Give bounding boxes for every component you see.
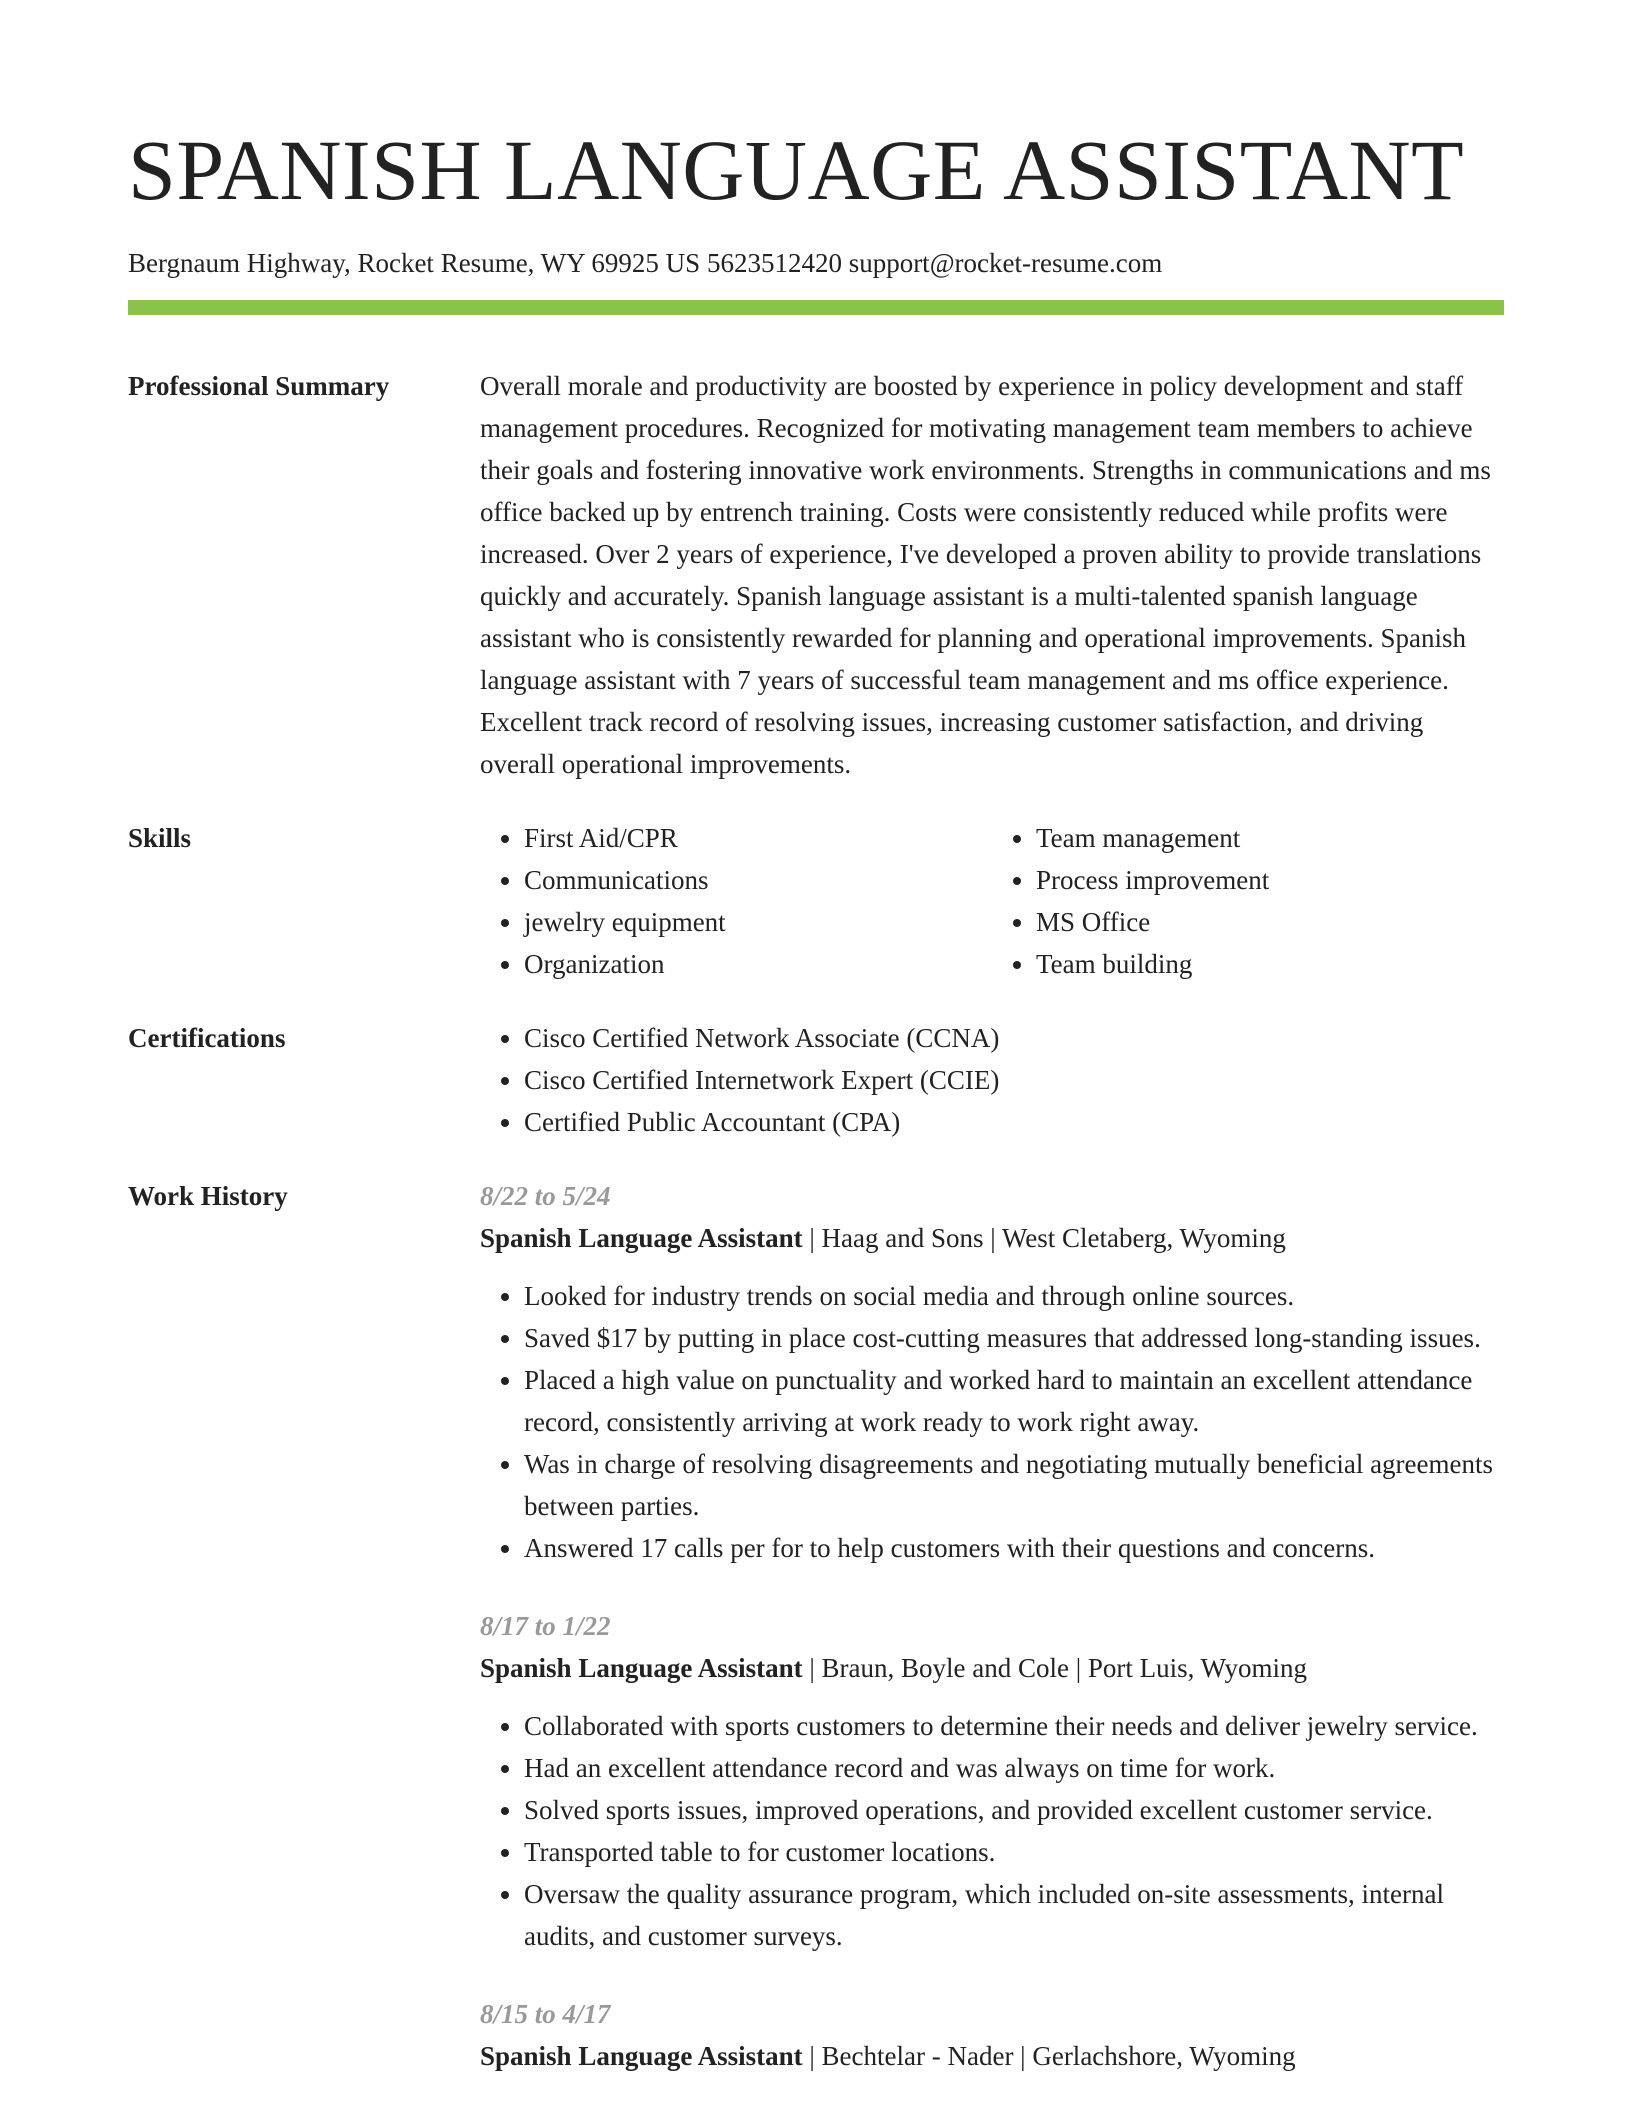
job-dates: 8/15 to 4/17 — [480, 1999, 611, 2029]
skill-item: • MS Office — [1036, 901, 1504, 943]
skill-item: • Process improvement — [1036, 859, 1504, 901]
contact-phone: 5623512420 — [706, 248, 842, 278]
resume-name: SPANISH LANGUAGE ASSISTANT — [128, 122, 1465, 218]
certification-item: • Cisco Certified Internetwork Expert (CCIE) — [524, 1059, 1504, 1101]
certification-item: • Certified Public Accountant (CPA) — [524, 1101, 1504, 1143]
skill-item: • First Aid/CPR — [524, 817, 992, 859]
accent-divider — [128, 300, 1504, 315]
contact-address: Bergnaum Highway, Rocket Resume, WY 69925 US — [128, 248, 701, 278]
summary-section — [128, 315, 1504, 785]
contact-line — [128, 246, 1504, 280]
certifications-section — [128, 1017, 1504, 1143]
skill-item: • Team building — [1036, 943, 1504, 985]
job-details: | Braun, Boyle and Cole | Port Luis, Wyoming — [802, 1653, 1308, 1683]
job-entry — [480, 1175, 1504, 1569]
job-bullet: • Collaborated with sports customers to determine their needs and deliver jewelry service. — [524, 1705, 1504, 1747]
skill-item: • jewelry equipment — [524, 901, 992, 943]
job-details: | Bechtelar - Nader | Gerlachshore, Wyoming — [802, 2041, 1296, 2071]
job-bullet: • Transported table to for customer locations. — [524, 1831, 1504, 1873]
job-bullets — [480, 1275, 1504, 1569]
skills-section — [128, 817, 1504, 985]
certifications-list — [480, 1017, 1504, 1143]
job-dates: 8/22 to 5/24 — [480, 1181, 611, 1211]
skill-item: • Team management — [1036, 817, 1504, 859]
job-entry — [480, 1993, 1504, 2077]
work-history-section — [128, 1175, 1504, 2113]
job-bullet: • Had an excellent attendance record and was always on time for work. — [524, 1747, 1504, 1789]
job-bullet: • Placed a high value on punctuality and worked hard to maintain an excellent attendance record, consistently arriving at work ready to work right away. — [524, 1359, 1504, 1443]
job-title: Spanish Language Assistant — [480, 2041, 803, 2071]
job-bullet: • Solved sports issues, improved operations, and provided excellent customer service. — [524, 1789, 1504, 1831]
job-bullet: • Looked for industry trends on social media and through online sources. — [524, 1275, 1504, 1317]
job-title-line — [480, 2035, 1504, 2077]
skill-item: • Communications — [524, 859, 992, 901]
job-title: Spanish Language Assistant — [480, 1223, 803, 1253]
job-details: | Haag and Sons | West Cletaberg, Wyoming — [802, 1223, 1286, 1253]
job-dates: 8/17 to 1/22 — [480, 1611, 611, 1641]
job-bullets — [480, 1705, 1504, 1957]
job-bullet: • Saved $17 by putting in place cost-cutting measures that addressed long-standing issues. — [524, 1317, 1504, 1359]
job-bullet: • Oversaw the quality assurance program, which included on-site assessments, internal audits, and customer surveys. — [524, 1873, 1504, 1957]
skill-item: • Organization — [524, 943, 992, 985]
resume-page — [128, 0, 1504, 2113]
certification-item: • Cisco Certified Network Associate (CCNA) — [524, 1017, 1504, 1059]
work-history-label: Work History — [128, 1181, 288, 1211]
job-bullet: • Was in charge of resolving disagreements and negotiating mutually beneficial agreements between parties. — [524, 1443, 1504, 1527]
contact-email: support@rocket-resume.com — [848, 248, 1163, 278]
skills-left-list — [480, 817, 992, 985]
job-title-line — [480, 1647, 1504, 1689]
certifications-label: Certifications — [128, 1023, 286, 1053]
skills-right-list — [992, 817, 1504, 985]
job-entry — [480, 1605, 1504, 1957]
job-bullet: • Answered 17 calls per for to help customers with their questions and concerns. — [524, 1527, 1504, 1569]
job-title-line — [480, 1217, 1504, 1259]
job-title: Spanish Language Assistant — [480, 1653, 803, 1683]
skills-label: Skills — [128, 823, 192, 853]
summary-text: Overall morale and productivity are boosted by experience in policy development and staff management procedures. Recognized for motivating management team members to achieve their goals and fostering innovative work environments. Strengths in communications and ms office backed up by entrench training. Costs were consistently reduced while profits were increased. Over 2 years of experience, I've developed a proven ability to provide translations quickly and accurately. Spanish language assistant is a multi-talented spanish language assistant who is consistently rewarded for planning and operational improvements. Spanish language assistant with 7 years of successful team management and ms office experience. Excellent track record of resolving issues, increasing customer satisfaction, and driving overall operational improvements. — [480, 371, 1491, 779]
summary-label: Professional Summary — [128, 371, 390, 401]
